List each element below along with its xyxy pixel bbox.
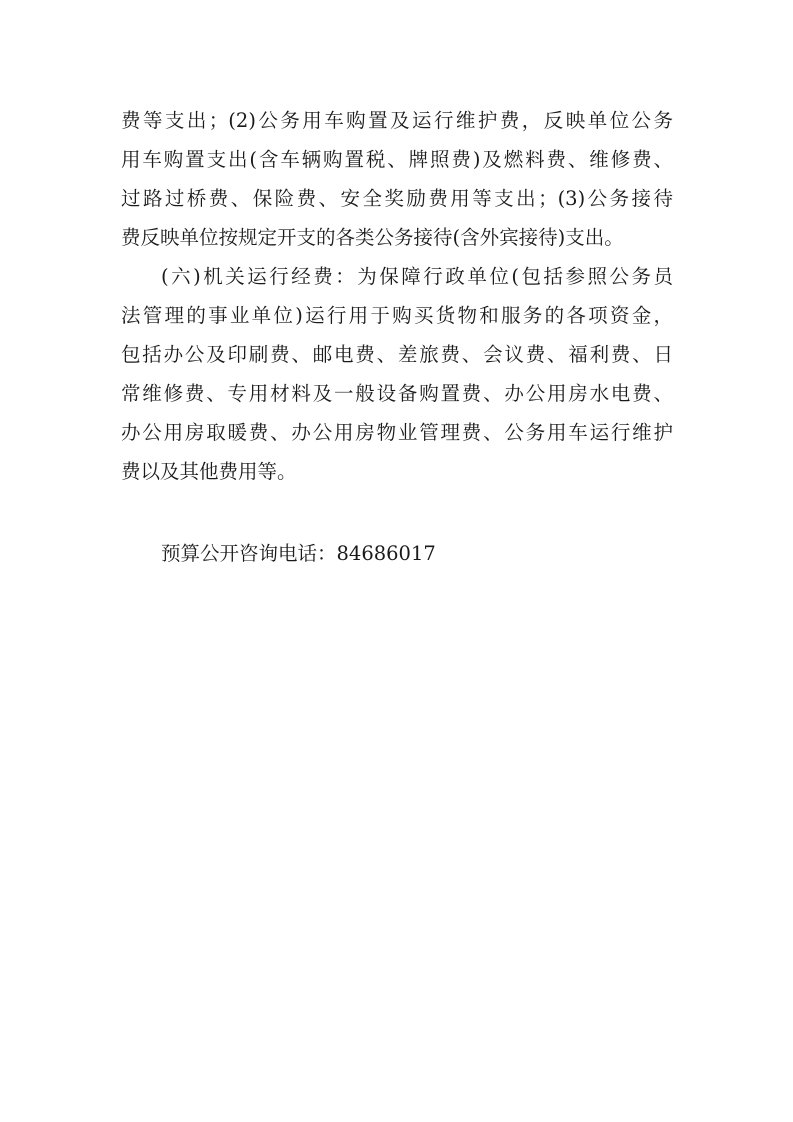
text-line: 过路过桥费、保险费、安全奖励费用等支出；(3)公务接待 <box>121 187 673 210</box>
paragraph-public-expenses <box>121 101 673 257</box>
text-line: 费反映单位按规定开支的各类公务接待(含外宾接待)支出。 <box>121 226 624 249</box>
contact-phone-line: 预算公开咨询电话：84686017 <box>161 542 436 565</box>
text-line: 费以及其他费用等。 <box>121 460 297 483</box>
text-line: 常维修费、专用材料及一般设备购置费、办公用房水电费、 <box>121 382 673 405</box>
text-line: 法管理的事业单位)运行用于购买货物和服务的各项资金， <box>121 304 673 327</box>
text-line: 费等支出；(2)公务用车购置及运行维护费，反映单位公务 <box>121 109 673 132</box>
paragraph-spacer <box>121 491 673 530</box>
paragraph-operating-expenses <box>121 257 673 491</box>
text-line: 包括办公及印刷费、邮电费、差旅费、会议费、福利费、日 <box>121 343 673 366</box>
text-line: (六)机关运行经费：为保障行政单位(包括参照公务员 <box>161 265 673 288</box>
text-line: 用车购置支出(含车辆购置税、牌照费)及燃料费、维修费、 <box>121 148 673 171</box>
text-line: 办公用房取暖费、办公用房物业管理费、公务用车运行维护 <box>121 421 673 444</box>
document-body <box>121 101 673 573</box>
